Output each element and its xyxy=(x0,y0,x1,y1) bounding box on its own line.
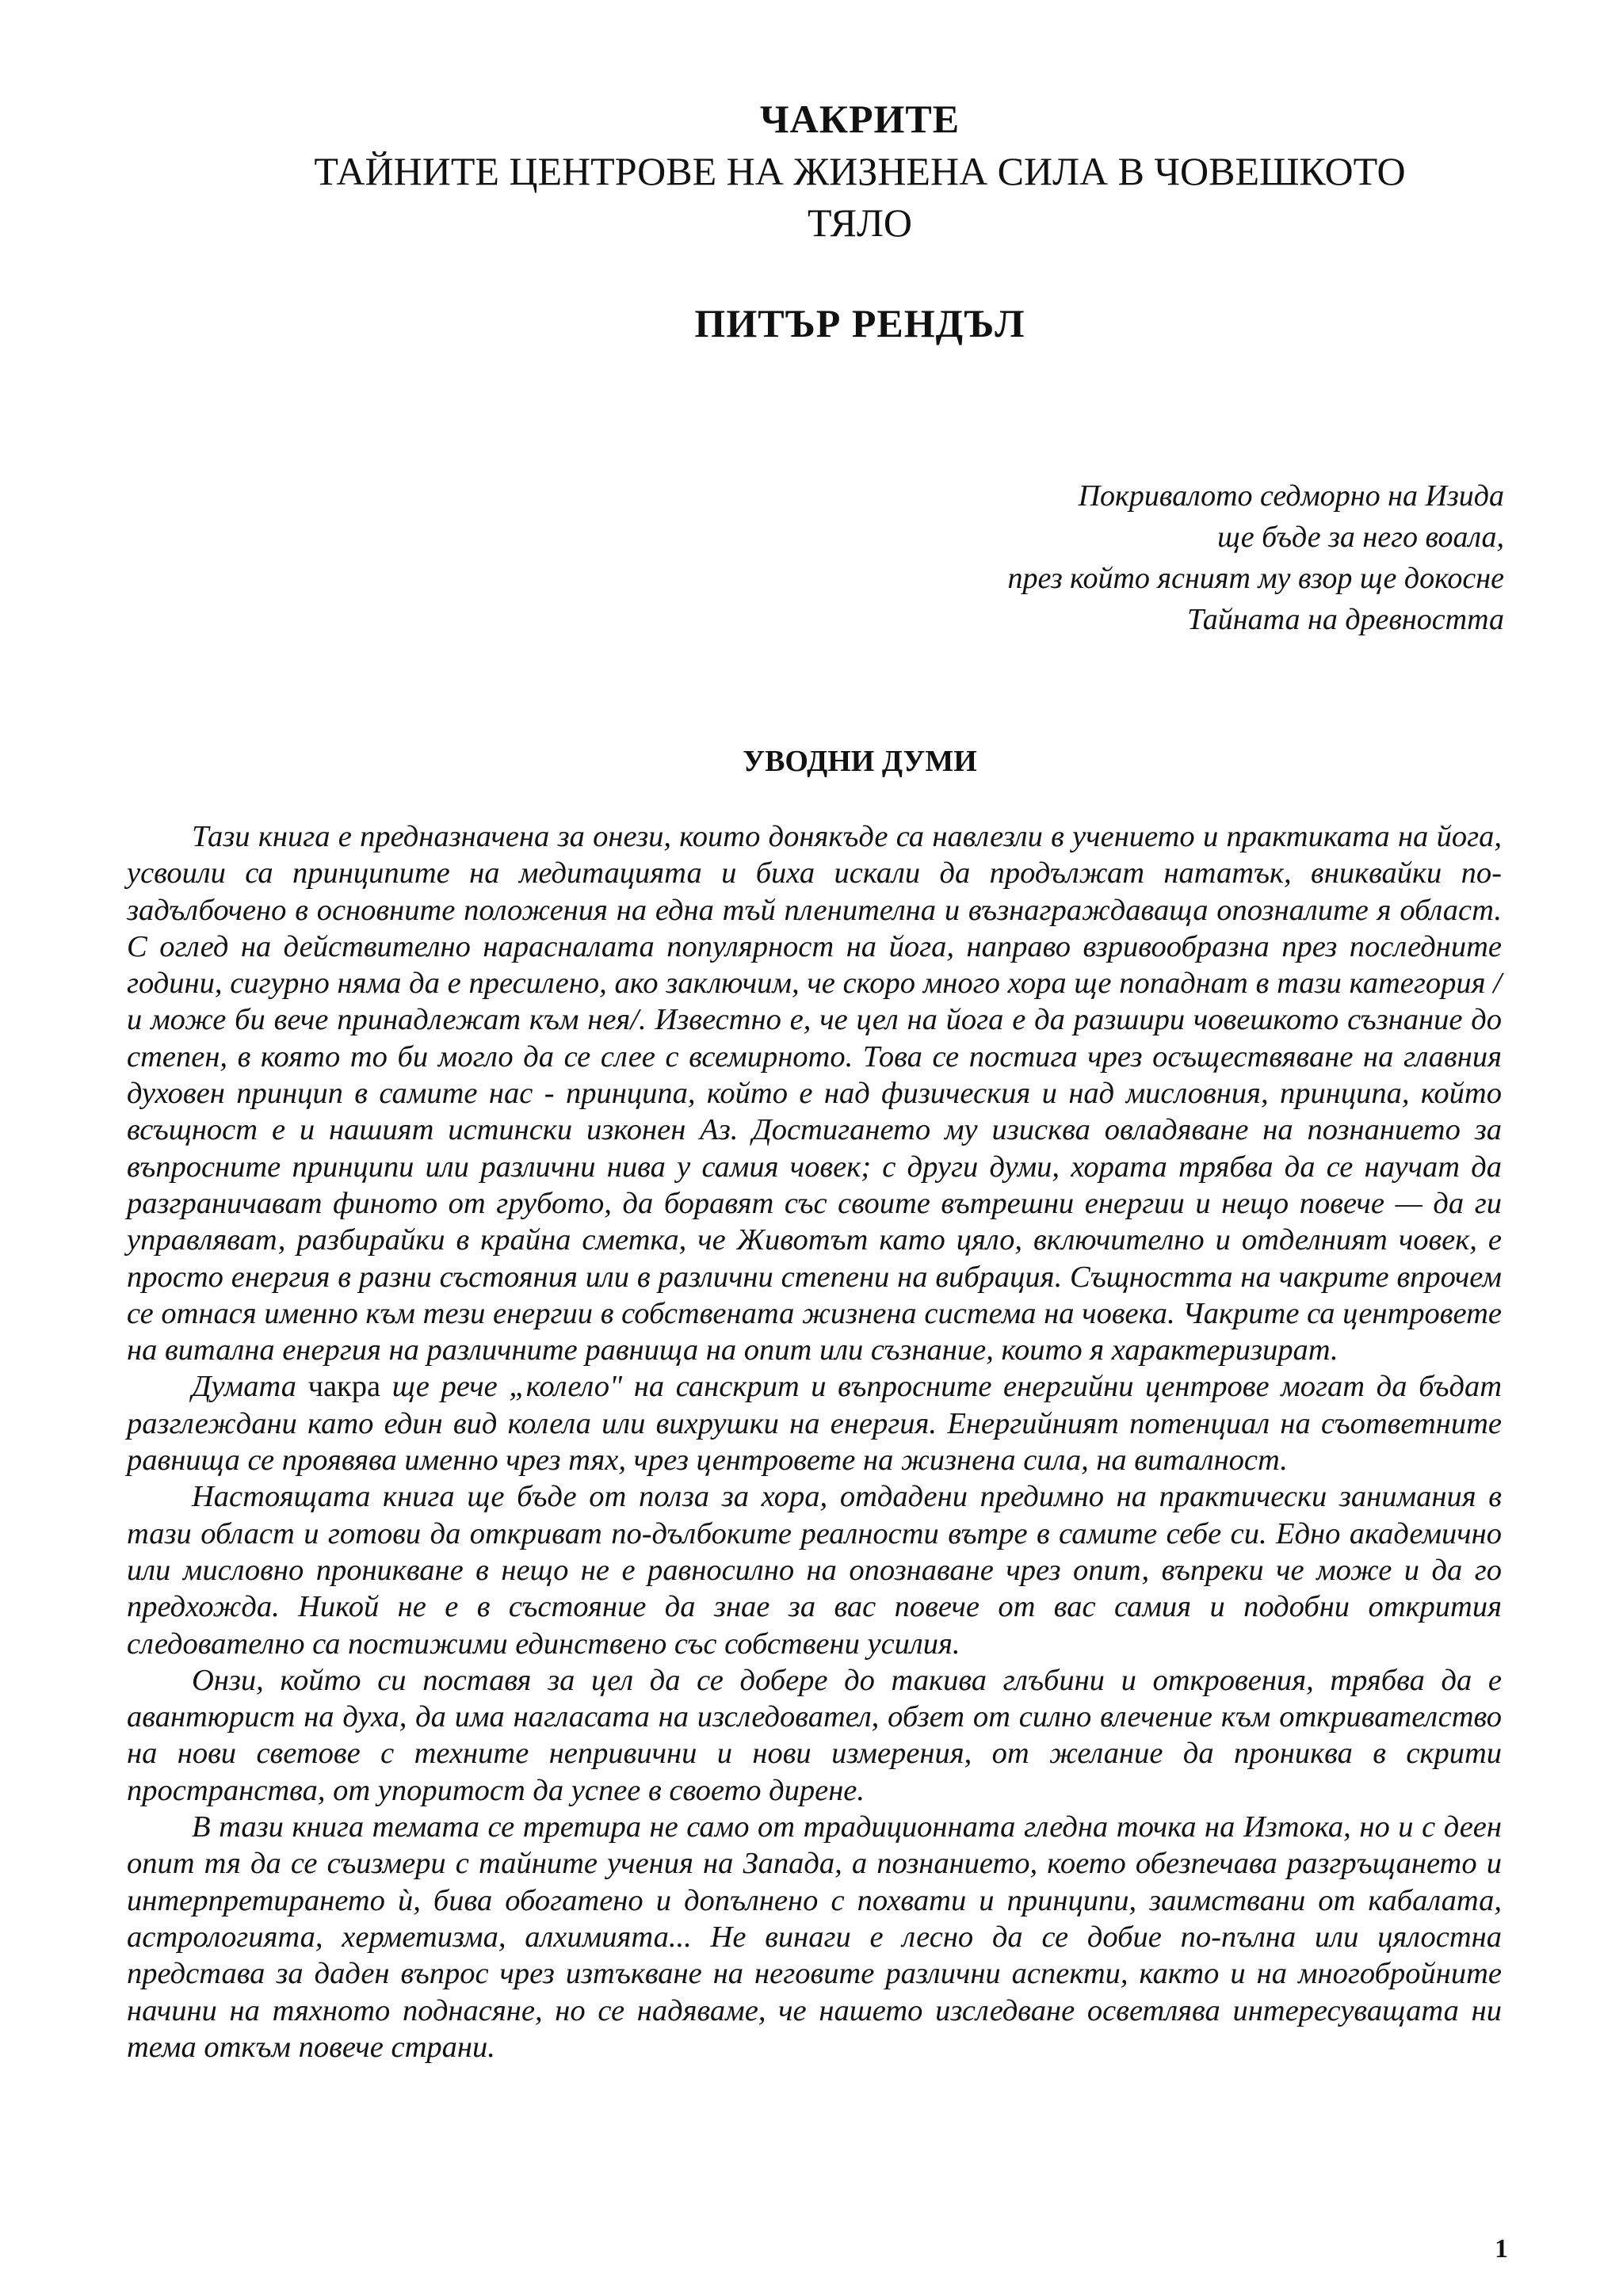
epigraph-line: през който ясният му взор ще докосне xyxy=(1007,562,1504,595)
term-chakra: чакра xyxy=(307,1370,381,1404)
paragraph-5: В тази книга темата се третира не само от традиционната гледна точка на Изтока, но и с деен опит тя да се съизмери с тайните учения на Запада, а познанието, което обезпечава разгръщането и интерпретирането ѝ, бива обогатено и допълнено с похвати и принципи, заимствани от кабалата, астрологията, херметизма, алхимията... Не винаги е лесно да се добие по-пълна или цялостна представа за даден въпрос чрез изтъкване на неговите различни аспекти, както и на многобройните начини на тяхното поднасяне, но се надяваме, че нашето изследване осветлява интересуващата ни тема откъм повече страни. xyxy=(127,1810,1502,2064)
paragraph-2-start: Думата xyxy=(192,1370,308,1404)
author-name: ПИТЪР РЕНДЪЛ xyxy=(694,301,1025,345)
paragraph-4: Онзи, който си поставя за цел да се добере до такива глъбини и откровения, трябва да е авантюрист на духа, да има нагласата на изследовател, обзет от силно влечение към откривателство на нови светове с техните непривични и нови измерения, от желание да прониква в скрити пространства, от упоритост да успее в своето дирене. xyxy=(127,1663,1502,1807)
paragraph-2-rest: ще рече „колело" на санскрит и въпросните енергийни центрове могат да бъдат разглеждани като един вид колела или вихрушки на енергия. Енергийният потенциал на съответните равнища се проявява именно чрез тях, чрез центровете на жизнена сила, на виталност. xyxy=(127,1370,1502,1478)
paragraph-2 xyxy=(127,1368,1502,1478)
epigraph xyxy=(553,475,1504,640)
epigraph-line: ще бъде за него воала, xyxy=(1217,521,1504,554)
page-number: 1 xyxy=(1495,2234,1508,2264)
document-subtitle-line-1: ТАЙНИТЕ ЦЕНТРОВЕ НА ЖИЗНЕНА СИЛА В ЧОВЕШКОТО xyxy=(314,149,1406,193)
document-title: ЧАКРИТЕ xyxy=(759,97,960,141)
paragraph-1: Тази книга е предназначена за онези, които донякъде са навлезли в учението и практиката на йога, усвоили са принципите на медитацията и биха искали да продължат нататък, вниквайки по-задълбочено в основните положения на една тъй пленителна и възнаграждаваща опозналите я област. С оглед на действително нарасналата популярност на йога, направо взривообразна през последните години, сигурно няма да е пресилено, ако заключим, че скоро много хора ще попаднат в тази категория /и може би вече принадлежат към нея/. Известно е, че цел на йога е да разшири човешкото съзнание до степен, в която то би могло да се слее с всемирното. Това се постига чрез осъществяване на главния духовен принцип в самите нас - принципа, който е над физическия и над мисловния, принципа, който всъщност е и нашият истински изконен Аз. Достигането му изисква овладяване на познанието за въпросните принципи или различни нива у самия човек; с други думи, хората трябва да се научат да разграничават финото от грубото, да боравят със своите вътрешни енергии и нещо повече — да ги управляват, разбирайки в крайна сметка, че Животът като цяло, включително и отделният човек, е просто енергия в разни състояния или в различни степени на вибрация. Същността на чакрите впрочем се отнася именно към тези енергии в собствената жизнена система на човека. Чакрите са центровете на витална енергия на различните равнища на опит или съзнание, които я характеризират. xyxy=(127,820,1502,1367)
paragraph-3: Настоящата книга ще бъде от полза за хора, отдадени предимно на практически занимания в тази област и готови да откриват по-дълбоките реалности вътре в самите себе си. Едно академично или мисловно проникване в нещо не е равносилно на опознаване чрез опит, въпреки че може и да го предхожда. Никой не е в състояние да знае за вас повече от вас самия и подобни открития следователно са постижими единствено със собствени усилия. xyxy=(127,1480,1502,1661)
section-heading: УВОДНИ ДУМИ xyxy=(743,745,977,778)
epigraph-line: Тайната на древността xyxy=(1186,603,1504,636)
epigraph-line: Покривалото седморно на Изида xyxy=(1078,479,1504,513)
document-subtitle-line-2: ТЯЛО xyxy=(807,200,912,245)
body-text xyxy=(127,818,1502,2065)
